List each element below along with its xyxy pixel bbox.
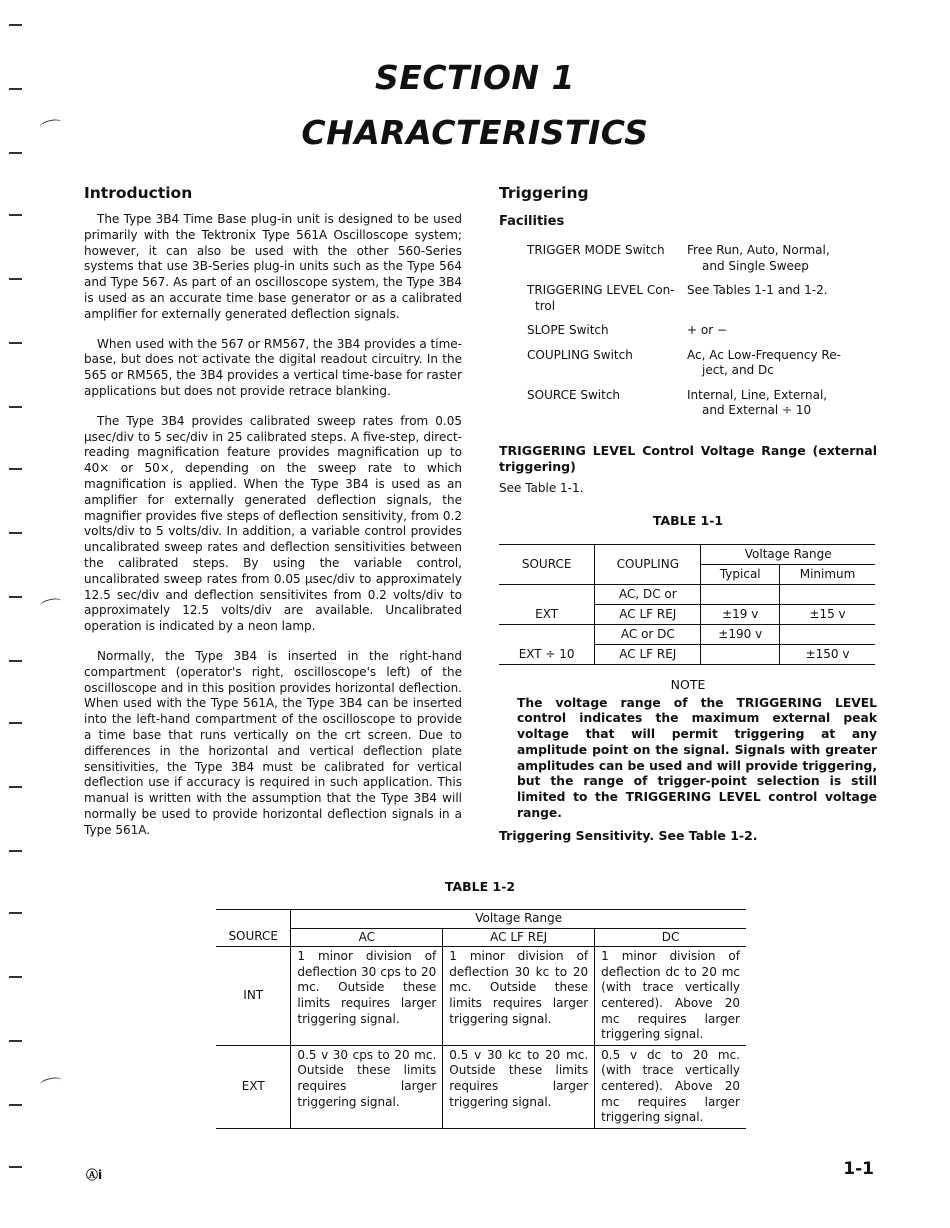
table-1-2 bbox=[216, 909, 746, 1129]
margin-tick bbox=[9, 342, 22, 344]
table-header-ac: AC bbox=[291, 928, 443, 947]
table-row bbox=[216, 947, 746, 1046]
table-header-typical: Typical bbox=[701, 564, 780, 584]
facility-name: TRIGGER MODE Switch bbox=[527, 243, 665, 257]
facility-row bbox=[499, 388, 877, 419]
table-group-header: Voltage Range bbox=[701, 544, 875, 564]
margin-tick bbox=[9, 24, 22, 26]
margin-tick bbox=[9, 660, 22, 662]
intro-paragraph: The Type 3B4 Time Base plug-in unit is designed to be used primarily with the Tektronix Type 561A Oscilloscope system; however, it can also be used with the other 560-Series systems that use 3B-Series plug-in units such as the Type 564 and Type 567. As part of an oscilloscope system, the Type 3B4 is used as an accurate time base generator or as a calibrated amplifier for externally generated deflection signals. bbox=[84, 212, 462, 321]
table-header-coupling: COUPLING bbox=[595, 544, 701, 584]
facility-value: + or − bbox=[687, 323, 728, 337]
margin-tick bbox=[9, 1104, 22, 1106]
table-cell: 0.5 v 30 cps to 20 mc. Outside these limits requires larger triggering signal. bbox=[291, 1045, 443, 1128]
facility-name: TRIGGERING LEVEL Con- trol bbox=[527, 283, 675, 313]
facility-row bbox=[499, 283, 877, 314]
table-cell: 1 minor division of deflection 30 cps to 20 mc. Outside these limits requires larger triggering signal. bbox=[291, 947, 443, 1046]
margin-curl bbox=[39, 1076, 62, 1089]
margin-tick bbox=[9, 468, 22, 470]
table-cell: ±15 v bbox=[780, 604, 875, 624]
table-1-1-title: TABLE 1-1 bbox=[652, 512, 724, 528]
table-header-source: SOURCE bbox=[499, 544, 595, 584]
margin-tick bbox=[9, 1040, 22, 1042]
margin-tick bbox=[9, 214, 22, 216]
see-table-text: See Table 1-1. bbox=[499, 480, 584, 495]
table-cell: ±150 v bbox=[780, 644, 875, 664]
margin-tick bbox=[9, 152, 22, 154]
table-cell: ±19 v bbox=[701, 604, 780, 624]
triggering-sensitivity-text: Triggering Sensitivity. See Table 1-2. bbox=[499, 827, 758, 843]
table-cell: EXT bbox=[535, 606, 559, 621]
table-cell bbox=[216, 910, 291, 929]
margin-tick bbox=[9, 912, 22, 914]
table-cell: AC or DC bbox=[595, 624, 701, 644]
intro-paragraph: Normally, the Type 3B4 is inserted in the right-hand compartment (operator's right, oscilloscope's left) of the oscilloscope and in this position provides horizontal deflection. When used with the Type 561A, the Type 3B4 can be inserted into the left-hand compartment of the oscilloscope to provide a time base that runs vertically on the crt screen. Due to differences in the horizontal and vertical deflection plate sensitivities, the Type 3B4 must be calibrated for vertical deflection use if accuracy is required in such application. This manual is written with the assumption that the Type 3B4 will normally be used to provide horizontal deflection signals in a Type 561A. bbox=[84, 648, 462, 837]
margin-tick bbox=[9, 596, 22, 598]
table-cell: 1 minor division of deflection dc to 20 mc (with trace vertically centered). Above 20 mc requires larger triggering signal. bbox=[595, 947, 746, 1046]
facility-row bbox=[499, 323, 877, 339]
table-cell: EXT bbox=[241, 1078, 265, 1093]
facility-row bbox=[499, 243, 877, 274]
table-cell: AC LF REJ bbox=[595, 604, 701, 624]
table-cell bbox=[701, 584, 780, 604]
table-1-2-title: TABLE 1-2 bbox=[444, 879, 516, 894]
margin-tick bbox=[9, 976, 22, 978]
table-row bbox=[499, 584, 875, 604]
triggering-column bbox=[499, 184, 877, 843]
margin-tick bbox=[9, 532, 22, 534]
table-cell: AC, DC or bbox=[595, 584, 701, 604]
table-cell: 0.5 v 30 kc to 20 mc. Outside these limits requires larger triggering signal. bbox=[443, 1045, 595, 1128]
table-cell: INT bbox=[243, 988, 264, 1003]
section-number: SECTION 1 bbox=[375, 58, 575, 97]
table-cell bbox=[701, 644, 780, 664]
table-cell: AC LF REJ bbox=[595, 644, 701, 664]
table-cell bbox=[780, 584, 875, 604]
facilities-list bbox=[499, 243, 877, 419]
table-row bbox=[499, 604, 875, 624]
table-1-1 bbox=[499, 544, 875, 665]
table-cell bbox=[499, 584, 595, 604]
margin-tick bbox=[9, 850, 22, 852]
facilities-heading: Facilities bbox=[499, 214, 565, 229]
publisher-logo: Ⓐi bbox=[86, 1168, 103, 1182]
page-number: 1-1 bbox=[843, 1159, 874, 1179]
table-row bbox=[499, 644, 875, 664]
table-header-dc: DC bbox=[595, 928, 746, 947]
margin-tick bbox=[9, 786, 22, 788]
table-row bbox=[499, 624, 875, 644]
note-text: The voltage range of the TRIGGERING LEVEL control indicates the maximum external peak voltage that will permit triggering at any amplitude point on the signal. Signals with greater amplitudes can be used and will provide triggering, but the range of trigger-point selection is still limited to the TRIGGERING LEVEL control voltage range. bbox=[517, 695, 877, 821]
margin-tick bbox=[9, 1166, 22, 1168]
table-group-header: Voltage Range bbox=[291, 910, 746, 929]
table-header-minimum: Minimum bbox=[780, 564, 875, 584]
introduction-heading: Introduction bbox=[84, 184, 193, 202]
introduction-column bbox=[84, 184, 462, 852]
facility-value: Ac, Ac Low-Frequency Re- ject, and Dc bbox=[687, 347, 841, 377]
facility-value: Free Run, Auto, Normal, and Single Sweep bbox=[687, 243, 830, 273]
facility-row bbox=[499, 348, 877, 379]
triggering-heading: Triggering bbox=[499, 184, 589, 202]
table-header-source: SOURCE bbox=[228, 929, 278, 944]
intro-paragraph: When used with the 567 or RM567, the 3B4 provides a time-base, but does not activate the digital readout circuitry. In the 565 or RM565, the 3B4 provides a vertical time-base for raster applications but does not provide retrace blanking. bbox=[84, 336, 462, 398]
table-cell: 0.5 v dc to 20 mc. (with trace vertically centered). Above 20 mc requires larger triggering signal. bbox=[595, 1045, 746, 1128]
margin-tick bbox=[9, 722, 22, 724]
page-title: CHARACTERISTICS bbox=[301, 113, 649, 152]
table-cell: 1 minor division of deflection 30 kc to 20 mc. Outside these limits requires larger triggering signal. bbox=[443, 947, 595, 1046]
triggering-level-heading: TRIGGERING LEVEL Control Voltage Range (external triggering) bbox=[499, 442, 877, 474]
facility-name: SOURCE Switch bbox=[527, 387, 621, 402]
facility-value: See Tables 1-1 and 1-2. bbox=[687, 283, 828, 297]
margin-curl bbox=[39, 597, 62, 610]
table-row bbox=[216, 1045, 746, 1128]
margin-tick bbox=[9, 406, 22, 408]
facility-name: COUPLING Switch bbox=[527, 347, 633, 362]
table-cell bbox=[780, 624, 875, 644]
table-cell: EXT ÷ 10 bbox=[518, 646, 575, 661]
note-heading: NOTE bbox=[670, 676, 706, 692]
table-cell: ±190 v bbox=[701, 624, 780, 644]
intro-paragraph: The Type 3B4 provides calibrated sweep rates from 0.05 μsec/div to 5 sec/div in 25 calibrated steps. A five-step, direct-reading magnification feature provides magnification up to 40× or 50×, depending on the sweep rate to which magnification is applied. When the Type 3B4 is used as an amplifier for externally generated deflection signals, the magnifier provides five steps of deflection sensitivity, from 0.2 volts/div to 5 volts/div. In addition, a variable control provides uncalibrated sweep rates and deflection sensitivities between the calibrated steps. By using the variable control, uncalibrated sweep rates from 0.05 μsec/div to approximately 12.5 sec/div and deflection sensitivites from 0.2 volts/div to approximately 12.5 volts/div are available. Uncalibrated operation is indicated by a neon lamp. bbox=[84, 413, 462, 634]
table-header-ac-lf-rej: AC LF REJ bbox=[443, 928, 595, 947]
facility-name: SLOPE Switch bbox=[527, 323, 609, 337]
table-cell bbox=[499, 624, 595, 644]
margin-tick bbox=[9, 278, 22, 280]
facility-value: Internal, Line, External, and External ÷ 10 bbox=[687, 387, 828, 417]
